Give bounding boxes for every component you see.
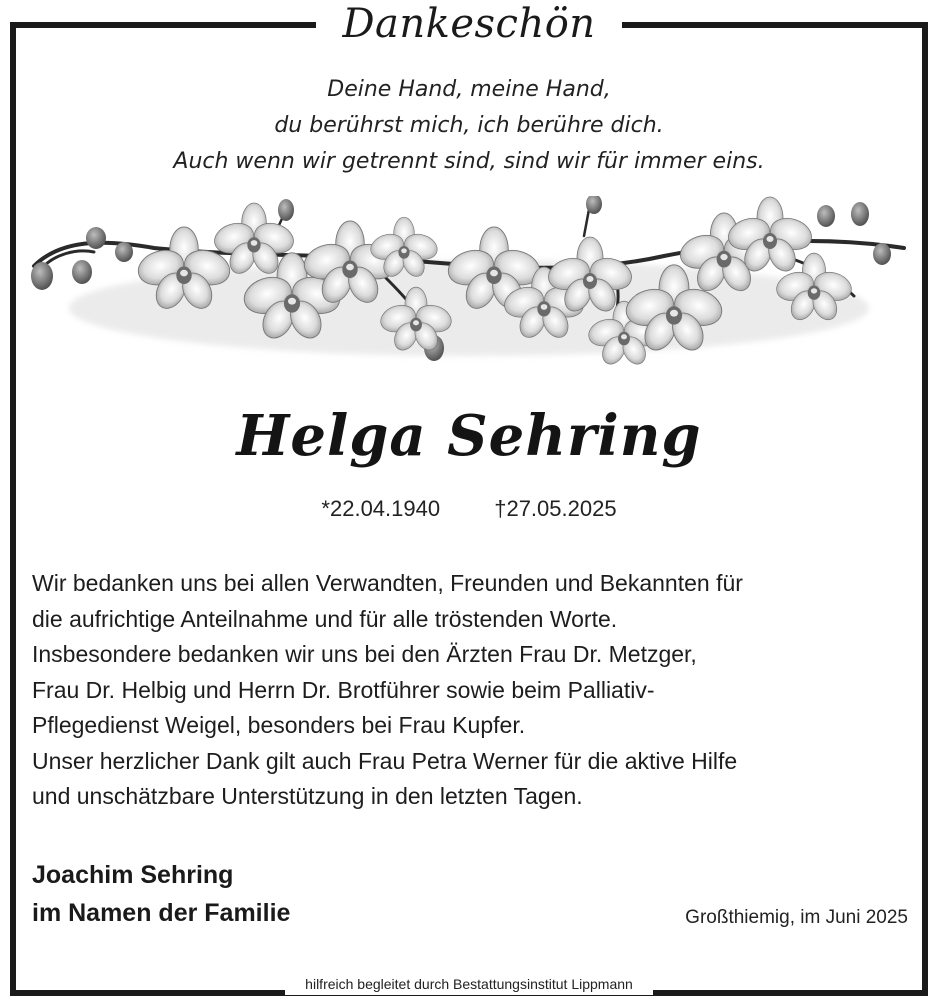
notice-title: Dankeschön <box>316 0 621 48</box>
message-line: Wir bedanken uns bei allen Verwandten, Freunden und Bekannten für <box>32 570 743 596</box>
signature-block <box>32 856 290 932</box>
funeral-home-credit: hilfreich begleitet durch Bestattungsinstitut Lippmann <box>285 973 653 995</box>
message-line: Pflegedienst Weigel, besonders bei Frau Kupfer. <box>32 712 526 738</box>
signer-subline: im Namen der Familie <box>32 899 291 927</box>
message-line: Insbesondere bedanken wir uns bei den Ärzten Frau Dr. Metzger, <box>32 641 697 667</box>
thank-you-message <box>32 566 912 815</box>
message-line: Frau Dr. Helbig und Herrn Dr. Brotführer sowie beim Palliativ- <box>32 676 655 703</box>
place-and-date: Großthiemig, im Juni 2025 <box>685 907 908 928</box>
message-line: die aufrichtige Anteilnahme und für alle tröstenden Worte. <box>32 605 618 632</box>
signer-name: Joachim Sehring <box>32 861 234 889</box>
birth-date: *22.04.1940 <box>321 496 441 521</box>
title-container <box>0 0 938 50</box>
footer-container <box>0 973 938 995</box>
deceased-name: Helga Sehring <box>236 403 702 469</box>
orchid-branch-icon <box>24 196 914 392</box>
life-dates <box>0 494 938 524</box>
death-date: †27.05.2025 <box>494 496 617 521</box>
poem <box>0 72 938 180</box>
message-line: Unser herzlicher Dank gilt auch Frau Petra Werner für die aktive Hilfe <box>32 747 738 774</box>
message-line: und unschätzbare Unterstützung in den letzten Tagen. <box>32 783 583 809</box>
poem-line: Deine Hand, meine Hand, <box>327 77 611 102</box>
poem-line: du berührst mich, ich berühre dich. <box>274 113 664 138</box>
poem-line: Auch wenn wir getrennt sind, sind wir für immer eins. <box>173 149 765 174</box>
